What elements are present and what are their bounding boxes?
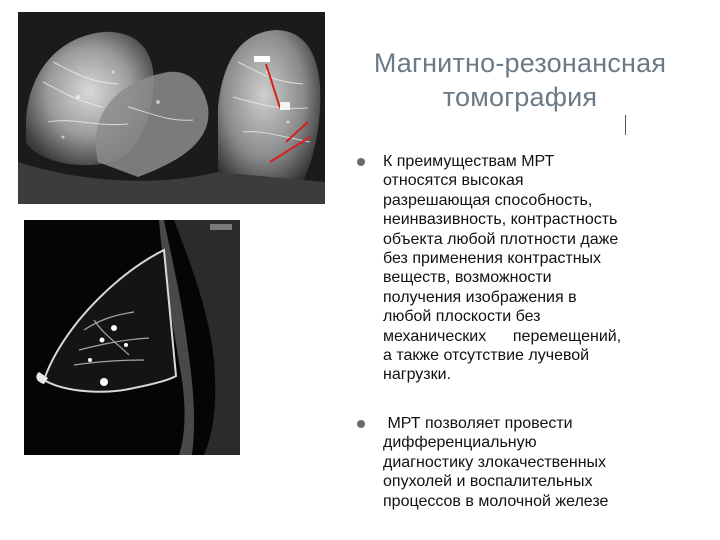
text-line: получения изображения в — [383, 288, 577, 306]
slide-title-line-1: Магнитно-резонансная — [373, 48, 667, 78]
mri-image-top — [18, 12, 325, 204]
bullet-dot-icon — [357, 158, 365, 166]
text-line: неинвазивность, контрастность — [383, 211, 618, 229]
mri-scan-top-graphic — [18, 12, 325, 204]
text-line: К преимуществам МРТ — [383, 153, 555, 170]
text-line: дифференциальную — [383, 434, 537, 452]
text-line: разрешающая способность, — [383, 191, 593, 209]
text-line: механических перемещений, — [383, 327, 622, 345]
vertical-divider — [625, 115, 626, 135]
bullet-dot-icon — [357, 420, 365, 428]
text-line: процессов в молочной железе — [383, 492, 609, 510]
text-line: веществ, возможности — [383, 269, 552, 287]
slide-title-line-2: томография — [442, 82, 598, 112]
text-line: а также отсутствие лучевой — [383, 347, 590, 365]
mri-image-bottom — [24, 220, 240, 455]
bullet-text — [383, 152, 689, 385]
slide-title — [340, 46, 700, 114]
text-line: нагрузки. — [383, 366, 452, 384]
text-line: любой плоскости без — [383, 308, 541, 326]
text-line: опухолей и воспалительных — [383, 473, 593, 491]
bullet-text — [383, 414, 689, 511]
text-line: диагностику злокачественных — [383, 453, 607, 471]
mri-scan-bottom-graphic — [24, 220, 240, 455]
text-line: МРТ позволяет провести — [383, 415, 573, 432]
text-line: объекта любой плотности даже — [383, 230, 619, 248]
text-line: без применения контрастных — [383, 250, 602, 268]
text-line: относятся высокая — [383, 172, 524, 190]
